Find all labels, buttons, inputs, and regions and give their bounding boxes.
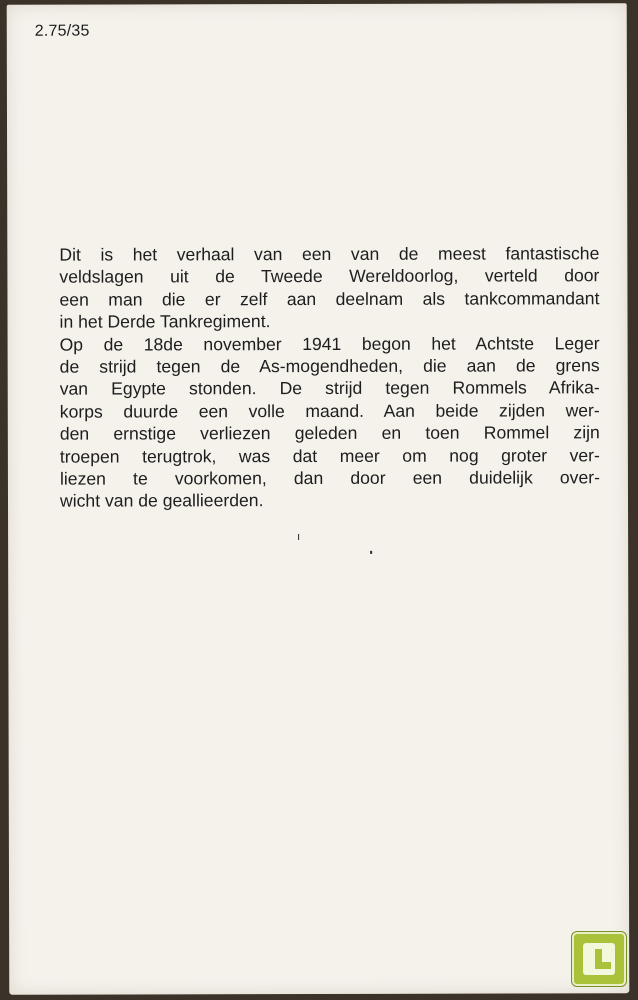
blurb-line: van Egypte stonden. De strijd tegen Rommels Afrika- (59, 377, 600, 400)
blurb-line: Dit is het verhaal van een van de meest fantastische (59, 243, 600, 265)
blurb-line: Op de 18de november 1941 begon het Achtste Leger (59, 332, 600, 355)
blurb-line: wicht van de geallieerden. (59, 490, 264, 511)
price-code: 2.75/35 (34, 22, 90, 40)
blurb-line: de strijd tegen de As-mogendheden, die aan de grens (59, 355, 600, 377)
blurb-line: in het Derde Tankregiment. (59, 311, 271, 332)
print-speck (298, 534, 299, 540)
book-back-cover (7, 3, 630, 995)
blurb-line: korps duurde een volle maand. Aan beide zijden wer- (59, 399, 600, 422)
blurb-line: liezen te voorkomen, dan door een duidelijk over- (59, 467, 600, 489)
blurb-line: den ernstige verliezen geleden en toen Rommel zijn (59, 422, 600, 444)
print-speck (370, 551, 372, 554)
blurb-text (59, 242, 600, 512)
blurb-line: veldslagen uit de Tweede Wereldoorlog, verteld door (59, 265, 600, 288)
blurb-line: troepen terugtrok, was dat meer om nog groter ver- (59, 444, 600, 467)
lastdodo-logo-icon (572, 932, 626, 986)
blurb-line: een man die er zelf aan deelnam als tankcommandant (59, 288, 600, 310)
